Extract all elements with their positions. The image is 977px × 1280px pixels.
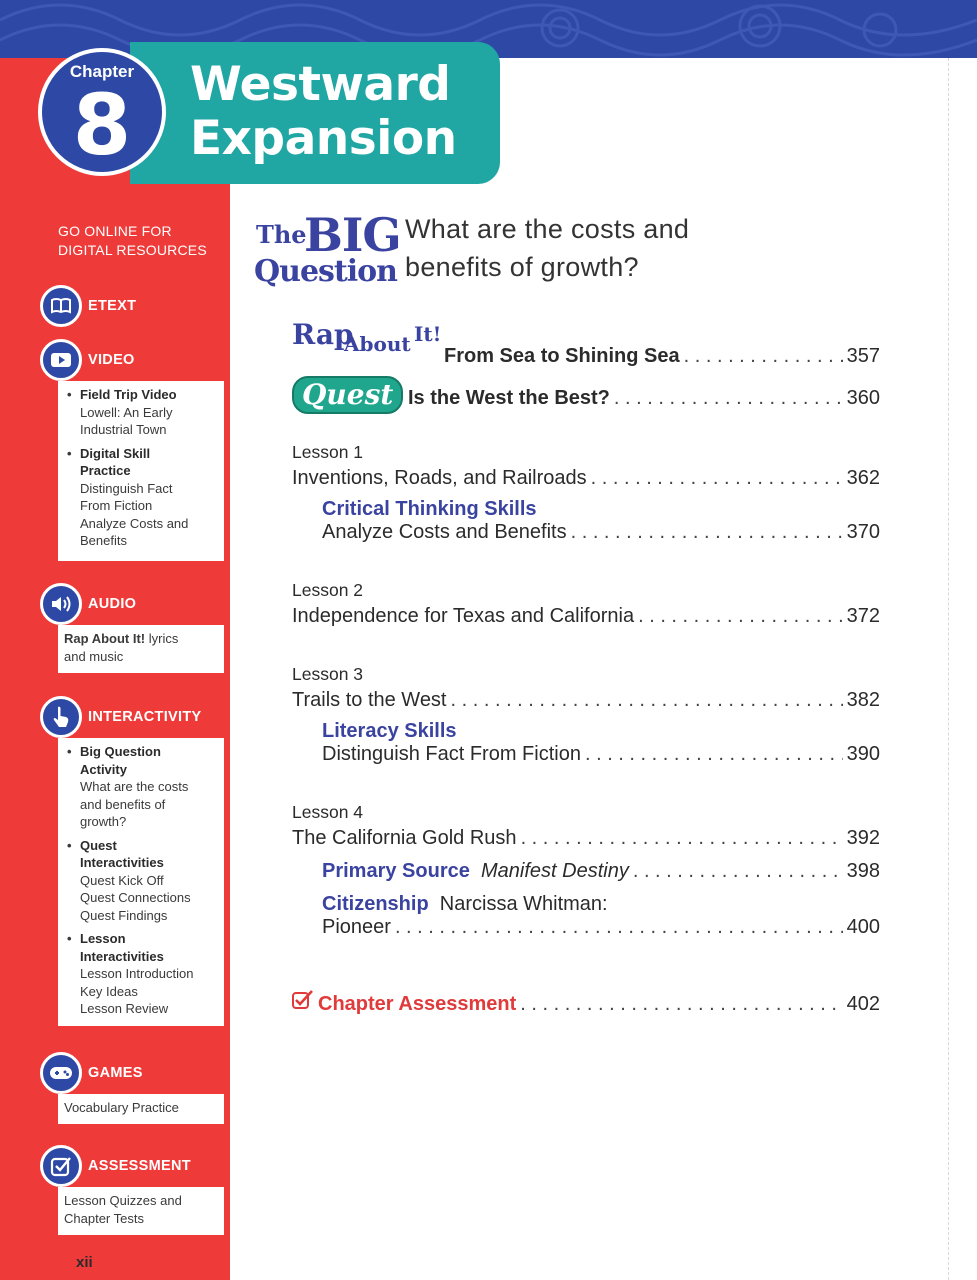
interactivity-resource[interactable] [40, 696, 201, 738]
bullet: • [67, 387, 72, 402]
item-title: Lesson [80, 931, 126, 946]
item-title: Practice [80, 463, 131, 478]
gamepad-icon [40, 1052, 82, 1094]
toc-rap-page: 357 [846, 345, 880, 367]
rap-about-it-logo [292, 318, 444, 362]
item-sub: Quest Kick Off [80, 872, 164, 888]
item-title: Big Question [80, 744, 161, 759]
leader-dots [684, 345, 843, 368]
toc-rap-entry[interactable] [292, 318, 880, 368]
play-icon [40, 339, 82, 381]
bullet: • [67, 744, 72, 759]
logo-quest: Quest [292, 376, 403, 414]
assessment-text2: Chapter Tests [64, 1210, 144, 1226]
page-number: xii [76, 1254, 93, 1271]
leader-dots [571, 521, 843, 544]
lesson3-skill[interactable] [292, 720, 880, 766]
lesson3-skill-title: Distinguish Fact From Fiction [322, 743, 581, 765]
go-online-heading [58, 222, 228, 260]
chapter-title-banner [130, 42, 500, 184]
item-title: Interactivities [80, 855, 164, 870]
lesson4-page: 392 [846, 827, 880, 849]
item-sub: From Fiction [80, 498, 153, 513]
lesson4-primary-source[interactable] [292, 860, 880, 883]
lesson1-title: Inventions, Roads, and Railroads [292, 467, 587, 489]
assessment-text1: Lesson Quizzes and [64, 1193, 182, 1208]
lesson3-label: Lesson 3 [292, 664, 364, 684]
assessment-label: ASSESSMENT [88, 1158, 191, 1174]
item-sub: Distinguish Fact [80, 480, 173, 496]
toc-quest-page: 360 [846, 387, 880, 409]
item-sub: Quest Findings [80, 907, 168, 923]
item-sub: Quest Connections [80, 890, 191, 905]
big-question-logo [254, 208, 401, 294]
audio-text: lyrics [145, 631, 179, 646]
chapter-number-badge [38, 48, 166, 176]
leader-dots [585, 743, 843, 766]
interactivity-label: INTERACTIVITY [88, 709, 202, 725]
games-resource[interactable] [40, 1052, 143, 1094]
toc-lesson2[interactable] [292, 580, 880, 628]
book-icon [40, 285, 82, 327]
item-title: Activity [80, 761, 127, 777]
lesson3-page: 382 [846, 689, 880, 711]
etext-resource[interactable] [40, 285, 136, 327]
lesson1-skill[interactable] [292, 498, 880, 544]
logo-about: About [344, 332, 411, 356]
leader-dots [591, 467, 843, 490]
chapter-title [190, 58, 457, 166]
list-item[interactable] [64, 386, 218, 439]
speaker-icon [40, 583, 82, 625]
page-edge-divider [948, 58, 977, 1280]
chapter-number: 8 [72, 76, 132, 174]
leader-dots [521, 827, 843, 850]
bullet: • [67, 931, 72, 946]
assessment-box[interactable] [58, 1187, 224, 1235]
item-sub: Lesson Review [80, 1001, 169, 1016]
big-question-line2: benefits of growth? [405, 252, 639, 282]
citizenship-page: 400 [846, 916, 880, 938]
lesson2-title: Independence for Texas and California [292, 605, 635, 627]
toc-lesson4[interactable] [292, 802, 880, 939]
games-box[interactable] [58, 1094, 224, 1124]
interactivity-list [58, 738, 224, 1026]
audio-resource[interactable] [40, 583, 136, 625]
leader-dots [395, 916, 843, 939]
citizenship-title2: Pioneer [322, 916, 391, 938]
audio-box[interactable] [58, 625, 224, 673]
item-sub: Industrial Town [80, 422, 167, 437]
item-title: Field Trip Video [80, 387, 177, 402]
lesson2-page: 372 [846, 605, 880, 627]
lesson3-title: Trails to the West [292, 689, 447, 711]
primary-source-head: Primary Source [322, 860, 470, 882]
lesson4-title: The California Gold Rush [292, 827, 517, 849]
audio-label: AUDIO [88, 596, 137, 612]
video-list [58, 381, 224, 561]
logo-rap: Rap [292, 318, 354, 351]
leader-dots [520, 993, 842, 1016]
logo-the: The [256, 220, 307, 249]
lesson1-skill-head: Critical Thinking Skills [322, 498, 537, 520]
item-sub: and benefits of [80, 796, 166, 812]
item-sub: What are the costs [80, 779, 189, 794]
assessment-resource[interactable] [40, 1145, 191, 1187]
lesson3-skill-page: 390 [846, 743, 880, 765]
item-sub: Analyze Costs and [80, 515, 189, 531]
lesson1-label: Lesson 1 [292, 442, 364, 462]
list-item[interactable] [64, 743, 218, 831]
bullet: • [67, 837, 72, 853]
lesson3-skill-head: Literacy Skills [322, 720, 457, 742]
lesson1-skill-title: Analyze Costs and Benefits [322, 521, 567, 543]
quest-logo [292, 376, 396, 414]
pointer-hand-icon [40, 696, 82, 738]
citizenship-title: Narcissa Whitman: [439, 893, 608, 915]
leader-dots [451, 689, 843, 712]
chapter-assessment-title: Chapter Assessment [318, 993, 517, 1015]
leader-dots [633, 860, 843, 883]
item-sub: Key Ideas [80, 983, 138, 999]
go-online-line2: DIGITAL RESOURCES [58, 242, 207, 258]
leader-dots [638, 605, 843, 628]
primary-source-title: Manifest Destiny [480, 860, 629, 882]
lesson4-citizenship[interactable] [292, 893, 880, 939]
item-sub: Lowell: An Early [80, 404, 173, 420]
item-title: Digital Skill [80, 445, 151, 461]
lesson1-page: 362 [846, 467, 880, 489]
chapter-title-line1: Westward [190, 57, 451, 112]
logo-it: It! [414, 322, 442, 346]
audio-text2: and music [64, 648, 124, 664]
chapter-label: Chapter [69, 62, 135, 81]
logo-big: BIG [304, 208, 401, 262]
checkbox-icon [40, 1145, 82, 1187]
item-sub: growth? [80, 814, 127, 829]
item-sub: Lesson Introduction [80, 966, 194, 981]
citizenship-head: Citizenship [322, 893, 429, 915]
big-question-line1: What are the costs and [405, 214, 690, 244]
audio-bold-text: Rap About It! [64, 631, 146, 646]
games-text: Vocabulary Practice [64, 1100, 179, 1115]
logo-question: Question [254, 254, 397, 289]
toc-lesson3[interactable] [292, 664, 880, 766]
big-question-text [405, 210, 805, 286]
toc-chapter-assessment[interactable] [292, 990, 880, 1016]
item-title: Quest [80, 837, 117, 853]
list-item[interactable] [64, 445, 218, 550]
bullet: • [67, 445, 72, 461]
video-resource[interactable] [40, 339, 135, 381]
primary-source-page: 398 [846, 860, 880, 882]
lesson4-label: Lesson 4 [292, 802, 364, 822]
toc-lesson1[interactable] [292, 442, 880, 544]
toc-quest-entry[interactable] [292, 376, 880, 414]
chapter-assessment-page: 402 [846, 993, 880, 1015]
lesson1-skill-page: 370 [846, 521, 880, 543]
toc-rap-title: From Sea to Shining Sea [444, 345, 680, 367]
lesson2-label: Lesson 2 [292, 580, 364, 600]
video-label: VIDEO [88, 352, 135, 368]
list-item[interactable] [64, 930, 218, 1018]
chapter-title-line2: Expansion [190, 111, 457, 166]
leader-dots [614, 387, 843, 410]
item-title: Interactivities [80, 948, 164, 964]
etext-label: ETEXT [88, 298, 137, 314]
games-label: GAMES [88, 1065, 143, 1081]
item-sub: Benefits [80, 533, 127, 548]
go-online-line1: GO ONLINE FOR [58, 223, 172, 239]
toc-quest-title: Is the West the Best? [408, 387, 610, 409]
list-item[interactable] [64, 837, 218, 925]
checkbox-icon [292, 990, 318, 1016]
